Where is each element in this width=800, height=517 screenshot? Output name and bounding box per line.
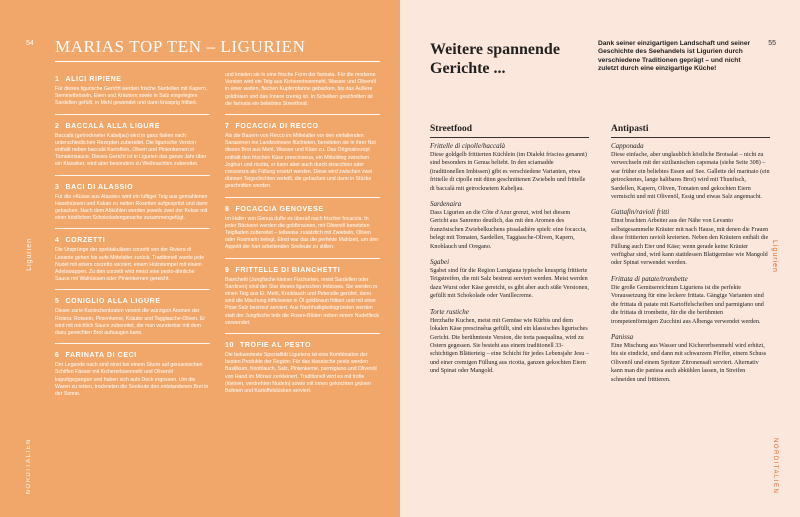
item-heading bbox=[225, 206, 380, 213]
dish-columns bbox=[430, 124, 770, 391]
item-name: BACCALÀ ALLA LIGURE bbox=[65, 122, 160, 130]
dish-name: Panissa bbox=[611, 332, 634, 341]
side-label-left: Ligurien bbox=[26, 238, 33, 271]
top-ten-item bbox=[55, 348, 210, 404]
dish-name: Gattafin/ravioli fritti bbox=[611, 208, 670, 217]
item-text: Für dieses ligurische Gericht werden frische Sardellen mit Kapern, Semmelbröseln, Eiern und Kräutern sowie in Salz eingelegten Sardellen gefüllt, in Mehl gewendet und dann knusprig frittiert. bbox=[55, 86, 208, 107]
page-number-right: 55 bbox=[768, 40, 776, 47]
side-label-right: Ligurien bbox=[771, 240, 778, 273]
dish-name: Frittata di patate/trombette bbox=[611, 274, 688, 283]
top-ten-item bbox=[225, 263, 380, 334]
item-name: FOCACCIA GENOVESE bbox=[235, 205, 324, 213]
dish-entry bbox=[611, 333, 770, 384]
item-number: 9 bbox=[225, 266, 230, 274]
item-heading bbox=[225, 123, 380, 130]
dish-text: Diese einfache, aber unglaublich köstliche Brotsalat – nicht zu verwechseln mit der sizilianischen caponata (siehe Seite 308) – war früher ein beliebtes Essen auf See. Gallette del marinaio (ein getrocknetes, lange haltbares Brot) wird mit Thunfisch, Sardellen, Kapern, Oliven, Tomaten und gekochten Eiern vermischt und mit Olivenöl, Essig und etwas Salz angemacht. bbox=[611, 152, 770, 201]
item-name: FOCACCIA DI RECCO bbox=[235, 123, 319, 131]
item-text: Die Ursprünge der spektakulären corzetti von der Riviera di Levante gehen bis aufs Mittelalter zurück. Traditionell wurde jede Nudel mit einem corzetto verziert, einem Holzstempel mit einem Adelswappen. Zu den corzetti wird meist eine pesto-ähnliche Sauce mit Walnüssen oder Pinienkernen gereicht. bbox=[55, 247, 205, 283]
item-heading bbox=[55, 123, 210, 130]
column-heading: Streetfood bbox=[430, 124, 589, 138]
column-heading: Antipasti bbox=[611, 124, 770, 138]
antipasti-column bbox=[611, 124, 770, 391]
top-ten-column-2 bbox=[225, 72, 380, 408]
top-ten-item bbox=[55, 233, 210, 290]
item-heading bbox=[55, 76, 210, 83]
item-number: 4 bbox=[55, 237, 60, 245]
top-ten-item bbox=[55, 180, 210, 230]
item-heading bbox=[225, 342, 380, 349]
item-text: Baccalà (getrockneter Kabeljau) wird in ganz Italien nach unterschiedlichen Rezepten zubereitet. Die ligurische Version enthält neben baccalà Kartoffeln, Oliven und Pinienkernen in Tomatensauce. Dieses Gericht ist in Ligurien das ganze Jahr über ein Klassiker, wird aber besonders zu Weihnachten zubereitet. bbox=[55, 132, 207, 168]
dish-entry bbox=[430, 142, 589, 193]
top-ten-column-1 bbox=[55, 72, 210, 408]
dish-text: Einst brachten Arbeiter aus der Nähe von Levanto selbstgesammelte Kräuter mit nach Hause, mit denen die Frauen diese frittierten ravioli kreierten. Neben den Kräutern enthält die Füllung auch Eier und Käse; wenn gerade keine Kräuter verfügbar sind, wird kann stattdessen Blattgemüse wie Mangold oder Spinat verwendet werden. bbox=[611, 218, 769, 267]
item-name: CORZETTI bbox=[65, 237, 106, 245]
dish-text: Eine Mischung aus Wasser und Kichererbsenmehl wird erhitzt, bis sie eindickt, und dann mit schwarzem Pfeffer, einem Schuss Olivenöl und einem Spritzer Zitronensaft serviert. Alternativ kann man die panissa auch abkühlen lassen, in Streifen schneiden und frittieren. bbox=[611, 342, 767, 383]
top-ten-item bbox=[55, 119, 210, 176]
item-number: 7 bbox=[225, 123, 230, 131]
item-number: 3 bbox=[55, 183, 60, 191]
item-text: Dieser zarte Kaninchenbraten vereint die würzigen Aromen der Riviera: Rotwein, Pinienkerne, Kräuter und Taggiasche-Oliven. Er wird mit reichlich Sauce zubereitet, die man wunderbar mit dem dazu gereichten Brot aufsaugen kann. bbox=[55, 308, 206, 337]
dish-entry bbox=[430, 258, 589, 301]
item-number: 6 bbox=[55, 352, 60, 360]
top-ten-item bbox=[55, 294, 210, 344]
dish-text: Dass Ligurien an die Côte d'Azur grenzt, wird bei diesem Gericht aus Sanremo deutlich, das mit den Aromen des französischen Zwiebelkuchens pissaladière spielt: eine focaccia, belegt mit Tomaten, Sardellen, Taggiasche-Oliven, Kapern, Knoblauch und Oregano. bbox=[430, 210, 587, 250]
dish-name: Frittelle di cipolle/baccalà bbox=[430, 142, 506, 150]
item-name: TROFIE AL PESTO bbox=[240, 342, 312, 350]
item-heading bbox=[55, 184, 210, 191]
item-name: FRITTELLE DI BIANCHETTI bbox=[235, 266, 341, 274]
top-ten-item bbox=[225, 119, 380, 198]
dish-entry bbox=[611, 208, 770, 267]
streetfood-column bbox=[430, 124, 589, 391]
top-ten-item bbox=[225, 338, 380, 401]
top-ten-item bbox=[225, 202, 380, 259]
page-number-left: 54 bbox=[26, 40, 34, 47]
page-title-right: Weitere spannende Gerichte ... bbox=[430, 41, 560, 77]
item-number: 10 bbox=[225, 342, 234, 350]
dish-entry bbox=[430, 200, 589, 251]
item-heading bbox=[55, 298, 210, 305]
dish-text: Sgabei sind für die Region Lunigiana typische knusprig frittierte Teigstreifen, die mit Salz bestreut serviert werden. Meist werden dazu Wurst oder Käse gereicht, es gibt aber auch süße Versionen, gefüllt mit Schokolade oder Vanillecreme. bbox=[430, 268, 589, 300]
dish-name: Capponada bbox=[611, 142, 644, 150]
dish-text: Diese goldgelb frittierten Küchlein (im Dialekt frisciea genannt) sind besonders in Genua beliebt. In den sciamadde (traditionellen Imbissen) gibt es verschiedene Varianten, etwa frittelle di cipolle mit dünn geschnittenen Zwiebeln und frittelle di baccalà mit getrocknetem Kabeljau. bbox=[430, 152, 587, 192]
top-ten-columns bbox=[55, 72, 380, 408]
top-ten-item bbox=[55, 72, 210, 115]
item-text: Im Hafen von Genua dufte es überall nach frischer focaccia. In jeder Bäckerei werden die goldbraunen, mit Olivenöl benetzten Teigfladen zubereitet – teilweise zusätzlich mit Zwiebeln, Oliven oder Rosmarin belegt. Einst war das die perfekte Mahlzeit, um den Appetit der hart arbeitenden Seeleute zu stillen. bbox=[225, 215, 379, 251]
item-name: ALICI RIPIENE bbox=[65, 76, 122, 83]
dish-name: Sardenaira bbox=[430, 200, 462, 209]
item-name: FARINATA DI CECI bbox=[65, 352, 137, 360]
item-text-continued: und knieten sie in eine frische Form der farinata. Für die moderne Version wird ein Teig aus Kichererbsenmehl, Wasser und Olivenöl in einer weiten, flachen Kupferpfanne gebacken, bis das Äußere goldbraun und das Innere cremig ist. In Scheiben geschnitten ist die farinata ein beliebtes Streetfood. bbox=[225, 72, 380, 115]
item-heading bbox=[55, 237, 210, 244]
dish-text: Die große Gemüsereichtum Liguriens ist die perfekte Voraussetzung für eine leckere frittata. Gängige Varianten sind die frittata di patate mit Kartoffelscheiben und parmigiano und die frittata di trombette, für die die berühmten trompetenförmigen Zucchini aus Albenga verwendet werden. bbox=[611, 284, 764, 325]
item-number: 8 bbox=[225, 205, 230, 213]
dish-entry bbox=[611, 275, 770, 326]
item-name: BACI DI ALASSIO bbox=[65, 183, 134, 191]
intro-text: Dank seiner einzigartigen Landschaft und seiner Geschichte des Seehandels ist Ligurien durch verschiedene Traditionen geprägt – und nicht zuletzt durch eine einzigartige Küche! bbox=[598, 40, 751, 73]
page-title-left: MARIAS TOP TEN – LIGURIEN bbox=[55, 37, 306, 56]
title-divider bbox=[55, 61, 380, 62]
item-number: 2 bbox=[55, 122, 60, 130]
item-name: CONIGLIO ALLA LIGURE bbox=[65, 298, 161, 306]
dish-entry bbox=[611, 142, 770, 201]
right-page bbox=[400, 0, 800, 517]
item-text: Die bekannteste Spezialität Liguriens ist eine Kombination der besten Produkte der Region: Für das klassische pesto werden Basilikum, Knoblauch, Salz, Pinienkerne, parmigiano und Olivenöl von Hand im Mörser zerkleinert. Traditionell wird es mit trofie (kleinen, verdrehten Nudeln) sowie mit Innen gekochten grünen Bohnen und Kartoffelstücken serviert. bbox=[225, 352, 377, 395]
side-region-right: NORDITALIEN bbox=[772, 438, 778, 495]
item-text: Bianchetti (Jungfische kleiner Fischarten, meist Sardellen oder Sardinen) sind der Star dieses ligurischen Imbisses. Sie werden in einen Teig aus Ei, Mehl, Knoblauch und Petersilie gerührt, dann wird die Mischung löffelweise in Öl goldbraun frittiert und mit einer Prise Salz bestreut serviert. Aus Nachhaltigkeitsgründen werden statt der Jungfische teils die Rosen-Blüten neben einem Nudelfleck verwendet. bbox=[225, 276, 379, 326]
dish-text: Herzhafte Kuchen, meist mit Gemüse wie Kürbis und dem lokalen Käse prescinsêua gefüllt, sind ein klassisches ligurisches Gericht. Die berühmteste Version, die torta pasqualina, wird zu Ostern gegessen. Sie besteht aus einem traditionell 33-schichtigen Blätterteig – eine Schicht für jedes Lebensjahr Jesu – und einer cremigen Füllung aus ricotta, ganzen gekochten Eiern und Spinat oder Mangold. bbox=[430, 317, 589, 375]
item-number: 1 bbox=[55, 76, 60, 83]
side-region-left: NORDITALIEN bbox=[26, 438, 32, 495]
item-text: Der Legende nach sind einst bei einem Sturm auf genuesischen Schiffen Fässer mit Kichererbsenmehl und Olivenöl kaputtgegangen und haben sich aufs Deck ergossen. Um die Waren zu retten, trockneten die Seeleute den entstandenen Brei in der Sonne. bbox=[55, 362, 209, 398]
item-heading bbox=[225, 267, 380, 274]
dish-name: Torte rustiche bbox=[430, 307, 469, 316]
item-number: 5 bbox=[55, 298, 60, 306]
item-text: Als die Bauern von Recco im Mittelalter vor den einfallenden Sarazenen ins Landesinnere flüchteten, bereiteten sie in ihrer Not dieses Brot aus Mehl, Wasser und Käse zu. Das Originalrezept enthält den frischen Käse prescinseua, ein Mittelding zwischen Joghurt und ricotta, er kann aber auch durch stracchino oder crescenza als Füllung ersetzt werden. Diese wird zwischen zwei dünnen Teigschichten verteilt, die gebacken und dann in Stücke geschnitten werden. bbox=[225, 133, 376, 190]
dish-name: Sgabei bbox=[430, 258, 450, 267]
item-heading bbox=[55, 352, 210, 359]
item-text: Für die »Küsse aus Alassio« wird ein luftiger Teig aus gemahlenen Haselnüssen und Kakao zu netten Rosetten aufgespritzt und dann gebacken. Nach dem Abkühlen werden jeweils zwei der Kekse mit einer köstlichen Schokoladenganache zusammengefügt. bbox=[55, 193, 208, 222]
dish-entry bbox=[430, 308, 589, 376]
